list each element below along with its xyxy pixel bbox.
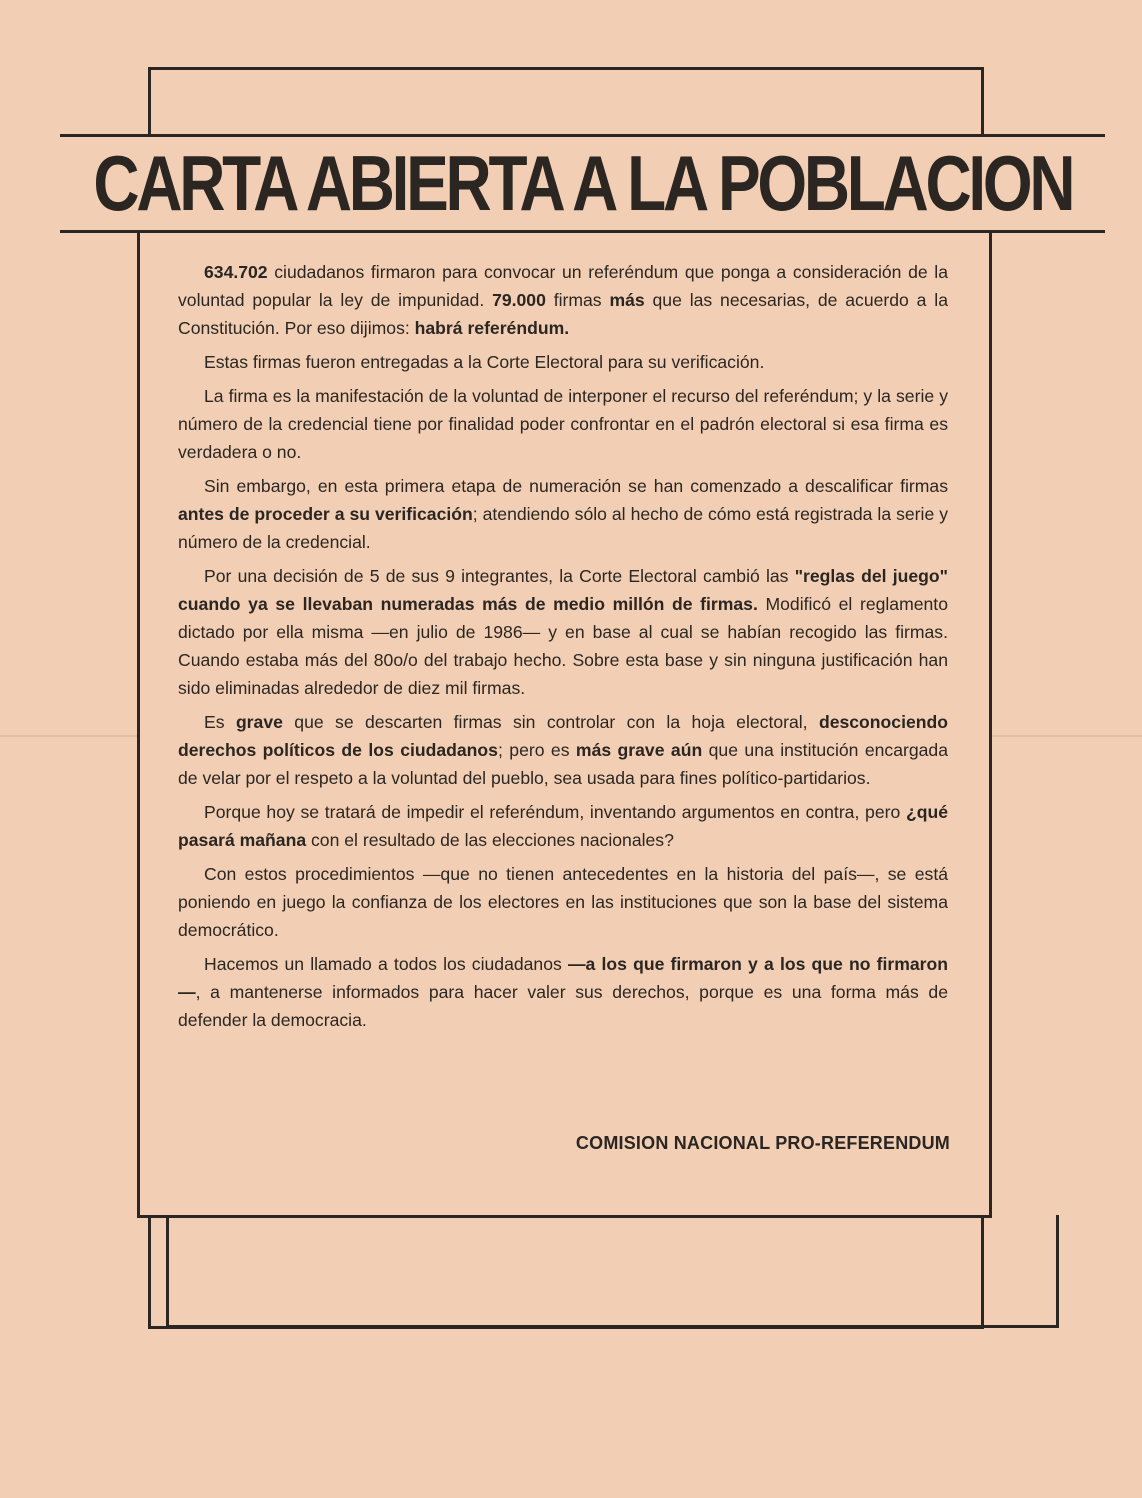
headline-rule-bottom (60, 230, 1105, 233)
paragraph (178, 950, 948, 1034)
text-run: , a mantenerse informados para hacer valer sus derechos, porque es una forma más de defender la democracia. (178, 982, 948, 1030)
text-run: firmas (545, 290, 610, 310)
paragraph (178, 472, 948, 556)
text-run: ; pero es (497, 740, 576, 760)
bold-run: ¿qué pasará mañana (178, 802, 948, 850)
bold-run: —a los que firmaron y a los que no firmaron— (178, 954, 948, 1002)
headline: CARTA ABIERTA A LA POBLACION (93, 139, 1072, 227)
letter-body (178, 258, 948, 1040)
paragraph (178, 348, 948, 376)
bold-run: desconociendo derechos políticos de los ciudadanos (178, 712, 948, 760)
paragraph (178, 860, 948, 944)
bold-run: 79.000 (492, 290, 546, 310)
bold-run: más grave aún (575, 740, 703, 760)
text-run: que una institución encargada de velar por el respeto a la voluntad del pueblo, sea usada para fines político-partidarios. (178, 740, 948, 788)
text-run: con el resultado de las elecciones nacionales? (306, 830, 674, 850)
text-run: Porque hoy se tratará de impedir el referéndum, inventando argumentos en contra, pero (204, 802, 906, 822)
paragraph (178, 382, 948, 466)
paragraph (178, 708, 948, 792)
text-run: Modificó el reglamento dictado por ella misma —en julio de 1986— y en base al cual se habían recogido las firmas. Cuando estaba más del 80o/o del trabajo hecho. Sobre esta base y sin ninguna justificación han sido eliminadas alrededor de diez mil firmas. (178, 594, 948, 698)
text-run: Con estos procedimientos —que no tienen antecedentes en la historia del país—, se está poniendo en juego la confianza de los electores en las instituciones que son la base del sistema democrático. (178, 864, 948, 940)
text-run: Es (204, 712, 236, 732)
text-run: ciudadanos firmaron para convocar un referéndum que ponga a consideración de la voluntad popular la ley de impunidad. (178, 262, 948, 310)
signature: COMISION NACIONAL PRO-REFERENDUM (575, 1133, 950, 1153)
paragraph (178, 798, 948, 854)
text-run: que las necesarias, de acuerdo a la Constitución. Por eso dijimos: (178, 290, 948, 338)
bold-run: 634.702 (204, 262, 268, 282)
text-run: Sin embargo, en esta primera etapa de numeración se han comenzado a descalificar firmas (204, 476, 948, 496)
text-run: Hacemos un llamado a todos los ciudadanos (204, 954, 568, 974)
paragraph (178, 562, 948, 702)
text-run: ; atendiendo sólo al hecho de cómo está registrada la serie y número de la credencial. (178, 504, 948, 552)
bold-run: antes de proceder a su verificación (178, 504, 473, 524)
bold-run: más (609, 290, 645, 310)
paragraph (178, 258, 948, 342)
lower-frame (166, 1215, 1059, 1328)
text-run: La firma es la manifestación de la voluntad de interponer el recurso del referéndum; y la serie y número de la credencial tiene por finalidad poder confrontar en el padrón electoral si esa firma es verdadera o no. (178, 386, 948, 462)
bold-run: "reglas del juego" cuando ya se llevaban numeradas más de medio millón de firmas. (178, 566, 948, 614)
text-run: Por una decisión de 5 de sus 9 integrantes, la Corte Electoral cambió las (204, 566, 795, 586)
text-run: que se descarten firmas sin controlar con la hoja electoral, (282, 712, 819, 732)
headline-band (60, 137, 1105, 230)
bold-run: habrá referéndum. (414, 318, 570, 338)
bold-run: grave (235, 712, 283, 732)
text-run: Estas firmas fueron entregadas a la Corte Electoral para su verificación. (204, 352, 765, 372)
